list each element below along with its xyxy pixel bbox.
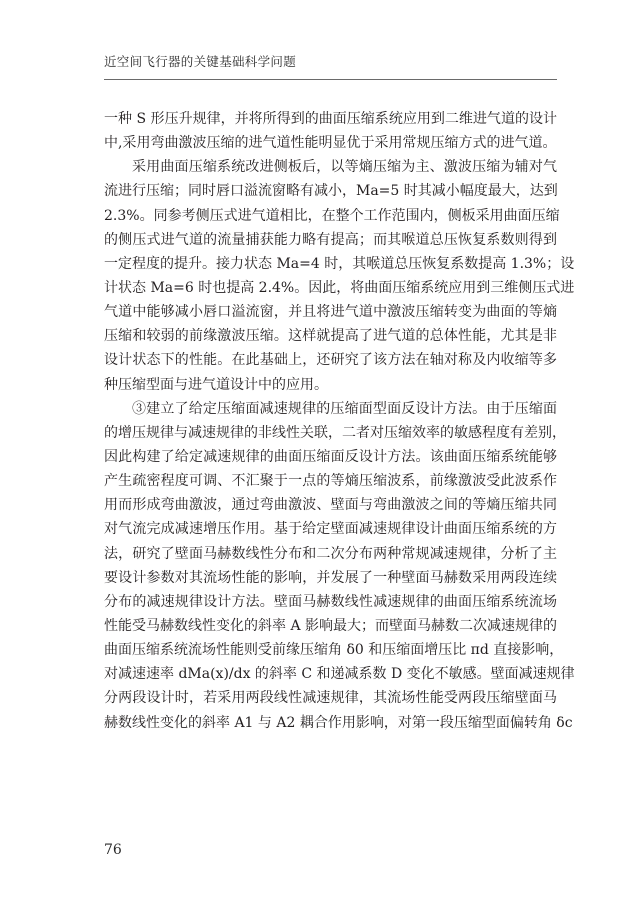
text-line: 一定程度的提升。接力状态 Ma=4 时，其喉道总压恢复系数提高 1.3%；设 (104, 255, 575, 272)
running-header: 近空间飞行器的关键基础科学问题 (104, 54, 297, 69)
text-line: 的侧压式进气道的流量捕获能力略有提高；而其喉道总压恢复系数则得到 (104, 231, 557, 248)
text-line: 的增压规律与减速规律的非线性关联，二者对压缩效率的敏感程度有差别， (104, 424, 566, 441)
text-line: 流进行压缩；同时唇口溢流窗略有减小，Ma=5 时其减小幅度最大，达到 (104, 183, 558, 200)
text-line: 采用曲面压缩系统改进侧板后，以等熵压缩为主、激波压缩为辅对气 (132, 159, 557, 176)
text-line: 计状态 Ma=6 时也提高 2.4%。因此，将曲面压缩系统应用到三维侧压式进 (104, 279, 575, 296)
text-line: 种压缩型面与进气道设计中的应用。 (104, 376, 328, 393)
text-line: 性能受马赫数线性变化的斜率 A 影响最大；而壁面马赫数二次减速规律的 (104, 617, 558, 634)
text-line: 2.3%。同参考侧压式进气道相比，在整个工作范围内，侧板采用曲面压缩 (104, 207, 560, 224)
text-line: 产生疏密程度可调、不汇聚于一点的等熵压缩波系，前缘激波受此波系作 (104, 473, 557, 490)
text-line: 对气流完成减速增压作用。基于给定壁面减速规律设计曲面压缩系统的方 (104, 521, 557, 538)
text-line: 用而形成弯曲激波，通过弯曲激波、壁面与弯曲激波之间的等熵压缩共同 (104, 497, 557, 514)
text-line: 分两段设计时，若采用两段线性减速规律，其流场性能受两段压缩壁面马 (104, 690, 557, 707)
text-line: ③建立了给定压缩面减速规律的压缩面型面反设计方法。由于压缩面 (132, 400, 557, 417)
text-line: 中,采用弯曲激波压缩的进气道性能明显优于采用常规压缩方式的进气道。 (104, 135, 557, 152)
text-line: 法，研究了壁面马赫数线性分布和二次分布两种常规减速规律，分析了主 (104, 545, 557, 562)
text-line: 气道中能够减小唇口溢流窗，并且将进气道中激波压缩转变为曲面的等熵 (104, 304, 557, 321)
text-line: 曲面压缩系统流场性能则受前缘压缩角 δ0 和压缩面增压比 πd 直接影响， (104, 642, 564, 659)
text-line: 赫数线性变化的斜率 A1 与 A2 耦合作用影响，对第一段压缩型面偏转角 δc (104, 714, 573, 731)
text-line: 设计状态下的性能。在此基础上，还研究了该方法在轴对称及内收缩等多 (104, 352, 557, 369)
text-line: 一种 S 形压升规律，并将所得到的曲面压缩系统应用到二维进气道的设计 (104, 111, 557, 127)
text-line: 因此构建了给定减速规律的曲面压缩面反设计方法。该曲面压缩系统能够 (104, 448, 557, 465)
header-divider (104, 79, 557, 80)
page-number: 76 (104, 842, 122, 858)
text-line: 要设计参数对其流场性能的影响，并发展了一种壁面马赫数采用两段连续 (104, 569, 557, 586)
text-line: 压缩和较弱的前缘激波压缩。这样就提高了进气道的总体性能，尤其是非 (104, 328, 557, 345)
body-text (104, 107, 575, 735)
text-line: 对减速速率 dMa(x)/dx 的斜率 C 和递减系数 D 变化不敏感。壁面减速规律 (104, 666, 575, 683)
text-line: 分布的减速规律设计方法。壁面马赫数线性减速规律的曲面压缩系统流场 (104, 593, 557, 610)
